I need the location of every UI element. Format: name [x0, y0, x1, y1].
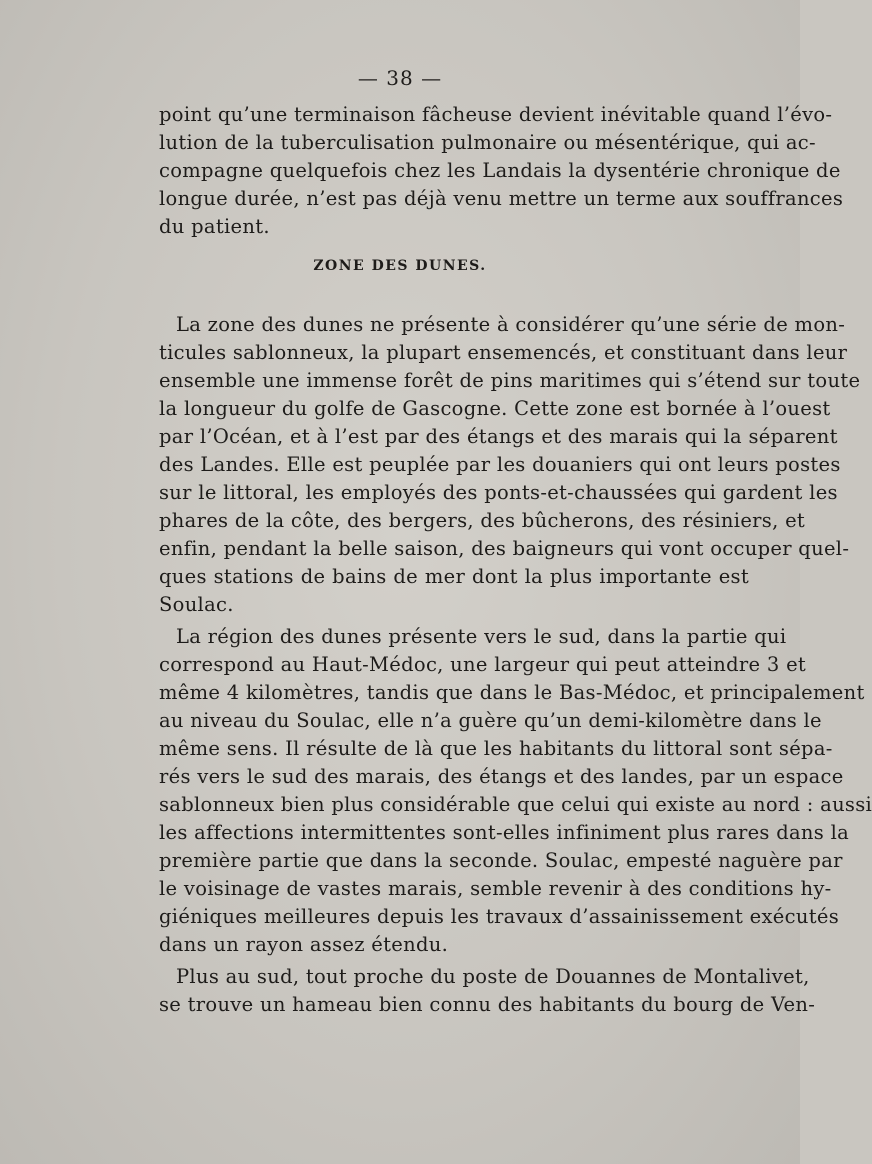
- text-line: lution de la tuberculisation pulmonaire ou mésentérique, qui ac-: [159, 131, 816, 154]
- text-line: ticules sablonneux, la plupart ensemencés, et constituant dans leur: [159, 341, 848, 364]
- text-line: ensemble une immense forêt de pins maritimes qui s’étend sur toute: [159, 369, 861, 392]
- text-line: correspond au Haut-Médoc, une largeur qui peut atteindre 3 et: [159, 653, 807, 676]
- text-line: dans un rayon assez étendu.: [159, 933, 449, 956]
- text-line: au niveau du Soulac, elle n’a guère qu’un demi-kilomètre dans le: [159, 709, 822, 732]
- text-line: Plus au sud, tout proche du poste de Douannes de Montalivet,: [176, 965, 810, 988]
- text-line: enfin, pendant la belle saison, des baigneurs qui vont occuper quel-: [159, 537, 850, 560]
- text-line: rés vers le sud des marais, des étangs et des landes, par un espace: [159, 765, 844, 788]
- text-line: Soulac.: [159, 593, 234, 616]
- text-line: le voisinage de vastes marais, semble revenir à des conditions hy-: [159, 877, 832, 900]
- text-line: se trouve un hameau bien connu des habitants du bourg de Ven-: [159, 993, 816, 1016]
- text-line: du patient.: [159, 215, 270, 238]
- text-line: même 4 kilomètres, tandis que dans le Bas-Médoc, et principalement: [159, 681, 865, 704]
- text-line: point qu’une terminaison fâcheuse devient inévitable quand l’évo-: [159, 103, 833, 126]
- text-line: La zone des dunes ne présente à considérer qu’une série de mon-: [176, 313, 846, 336]
- text-line: la longueur du golfe de Gascogne. Cette zone est bornée à l’ouest: [159, 397, 831, 420]
- text-line: giéniques meilleures depuis les travaux d’assainissement exécutés: [159, 905, 840, 928]
- text-line: phares de la côte, des bergers, des bûcherons, des résiniers, et: [159, 509, 806, 532]
- section-heading: ZONE DES DUNES.: [313, 258, 487, 274]
- text-line: première partie que dans la seconde. Soulac, empesté naguère par: [159, 849, 843, 872]
- text-line: La région des dunes présente vers le sud, dans la partie qui: [176, 625, 787, 648]
- text-line: les affections intermittentes sont-elles infiniment plus rares dans la: [159, 821, 850, 844]
- text-line: longue durée, n’est pas déjà venu mettre un terme aux souffrances: [159, 187, 844, 210]
- text-line: des Landes. Elle est peuplée par les douaniers qui ont leurs postes: [159, 453, 841, 476]
- text-line: par l’Océan, et à l’est par des étangs et des marais qui la séparent: [159, 425, 838, 448]
- text-line: ques stations de bains de mer dont la plus importante est: [159, 565, 749, 588]
- text-line: même sens. Il résulte de là que les habitants du littoral sont sépa-: [159, 737, 833, 760]
- text-line: sur le littoral, les employés des ponts-et-chaussées qui gardent les: [159, 481, 838, 504]
- text-line: sablonneux bien plus considérable que celui qui existe au nord : aussi: [159, 793, 872, 816]
- page-number: — 38 —: [357, 66, 443, 90]
- text-line: compagne quelquefois chez les Landais la dysentérie chronique de: [159, 159, 841, 182]
